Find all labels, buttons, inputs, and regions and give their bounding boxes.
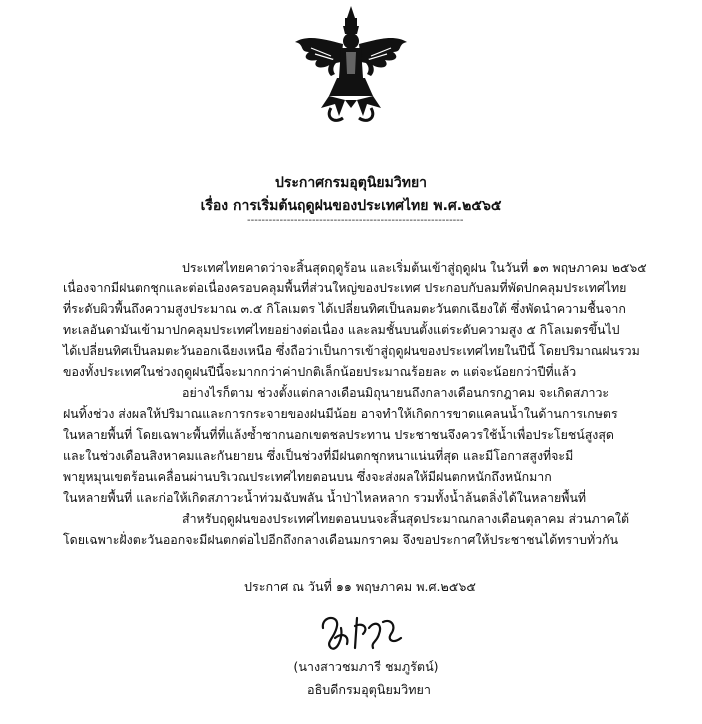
body-line: ทะเลอันดามันเข้ามาปกคลุมประเทศไทยอย่างต่อเนื่อง และลมชั้นบนตั้งแต่ระดับความสูง ๕ กิโลเมตรขึ้นไป — [63, 322, 620, 337]
body-line: เนื่องจากมีฝนตกชุกและต่อเนื่องครอบคลุมพื้นที่ส่วนใหญ่ของประเทศ ประกอบกับลมที่พัดปกคลุมประเทศไทย — [63, 280, 627, 295]
body-line: ของทั้งประเทศในช่วงฤดูฝนปีนี้จะมากกว่าค่าปกติเล็กน้อยประมาณร้อยละ ๓ แต่จะน้อยกว่าปีที่แล้ว — [63, 364, 577, 379]
body-line: ในหลายพื้นที่ โดยเฉพาะพื้นที่ที่แล้งซ้ำซากนอกเขตชลประทาน ประชาชนจึงควรใช้น้ำเพื่อประโยชน์สูงสุด — [63, 427, 614, 442]
body-line: ได้เปลี่ยนทิศเป็นลมตะวันออกเฉียงเหนือ ซึ่งถือว่าเป็นการเข้าสู่ฤดูฝนของประเทศไทยในปีนี้ โดยปริมาณฝนรวม — [63, 343, 640, 358]
body-line: สำหรับฤดูฝนของประเทศไทยตอนบนจะสิ้นสุดประมาณกลางเดือนตุลาคม ส่วนภาคใต้ — [182, 511, 629, 526]
announcement-subject: เรื่อง การเริ่มต้นฤดูฝนของประเทศไทย พ.ศ.๒๕๖๕ — [200, 198, 502, 214]
body-line: อย่างไรก็ตาม ช่วงตั้งแต่กลางเดือนมิถุนายนถึงกลางเดือนกรกฎาคม จะเกิดสภาวะ — [182, 385, 610, 400]
signer-title: อธิบดีกรมอุตุนิยมวิทยา — [307, 682, 431, 697]
signer-name: (นางสาวชมภารี ชมภูรัตน์) — [293, 659, 439, 674]
garuda-emblem-icon — [291, 4, 411, 126]
body-line: ในหลายพื้นที่ และก่อให้เกิดสภาวะน้ำท่วมฉับพลัน น้ำป่าไหลหลาก รวมทั้งน้ำล้นตลิ่งได้ในหลายพื้นที่ — [63, 490, 587, 505]
announcement-title: ประกาศกรมอุตุนิยมวิทยา — [274, 175, 428, 191]
announcement-date: ประกาศ ณ วันที่ ๑๑ พฤษภาคม พ.ศ.๒๕๖๕ — [244, 579, 476, 594]
body-line: ประเทศไทยคาดว่าจะสิ้นสุดฤดูร้อน และเริ่มต้นเข้าสู่ฤดูฝน ในวันที่ ๑๓ พฤษภาคม ๒๕๖๕ — [182, 260, 647, 275]
signature-image — [317, 608, 409, 654]
body-line: โดยเฉพาะฝั่งตะวันออกจะมีฝนตกต่อไปอีกถึงกลางเดือนมกราคม จึงขอประกาศให้ประชาชนได้ทราบทั่วกัน — [63, 532, 619, 547]
body-line: ที่ระดับผิวพื้นถึงความสูงประมาณ ๓.๕ กิโลเมตร ได้เปลี่ยนทิศเป็นลมตะวันตกเฉียงใต้ ซึ่งพัดนำความชื้นจาก — [63, 301, 626, 316]
body-line: พายุหมุนเขตร้อนเคลื่อนผ่านบริเวณประเทศไทยตอนบน ซึ่งจะส่งผลให้มีฝนตกหนักถึงหนักมาก — [63, 469, 552, 484]
body-line: และในช่วงเดือนสิงหาคมและกันยายน ซึ่งเป็นช่วงที่มีฝนตกชุกหนาแน่นที่สุด และมีโอกาสสูงที่จะมี — [63, 448, 574, 463]
body-line: ฝนทิ้งช่วง ส่งผลให้ปริมาณและการกระจายของฝนมีน้อย อาจทำให้เกิดการขาดแคลนน้ำในด้านการเกษตร — [63, 406, 618, 421]
title-separator: ------------------------------------------------------------ — [247, 215, 464, 226]
